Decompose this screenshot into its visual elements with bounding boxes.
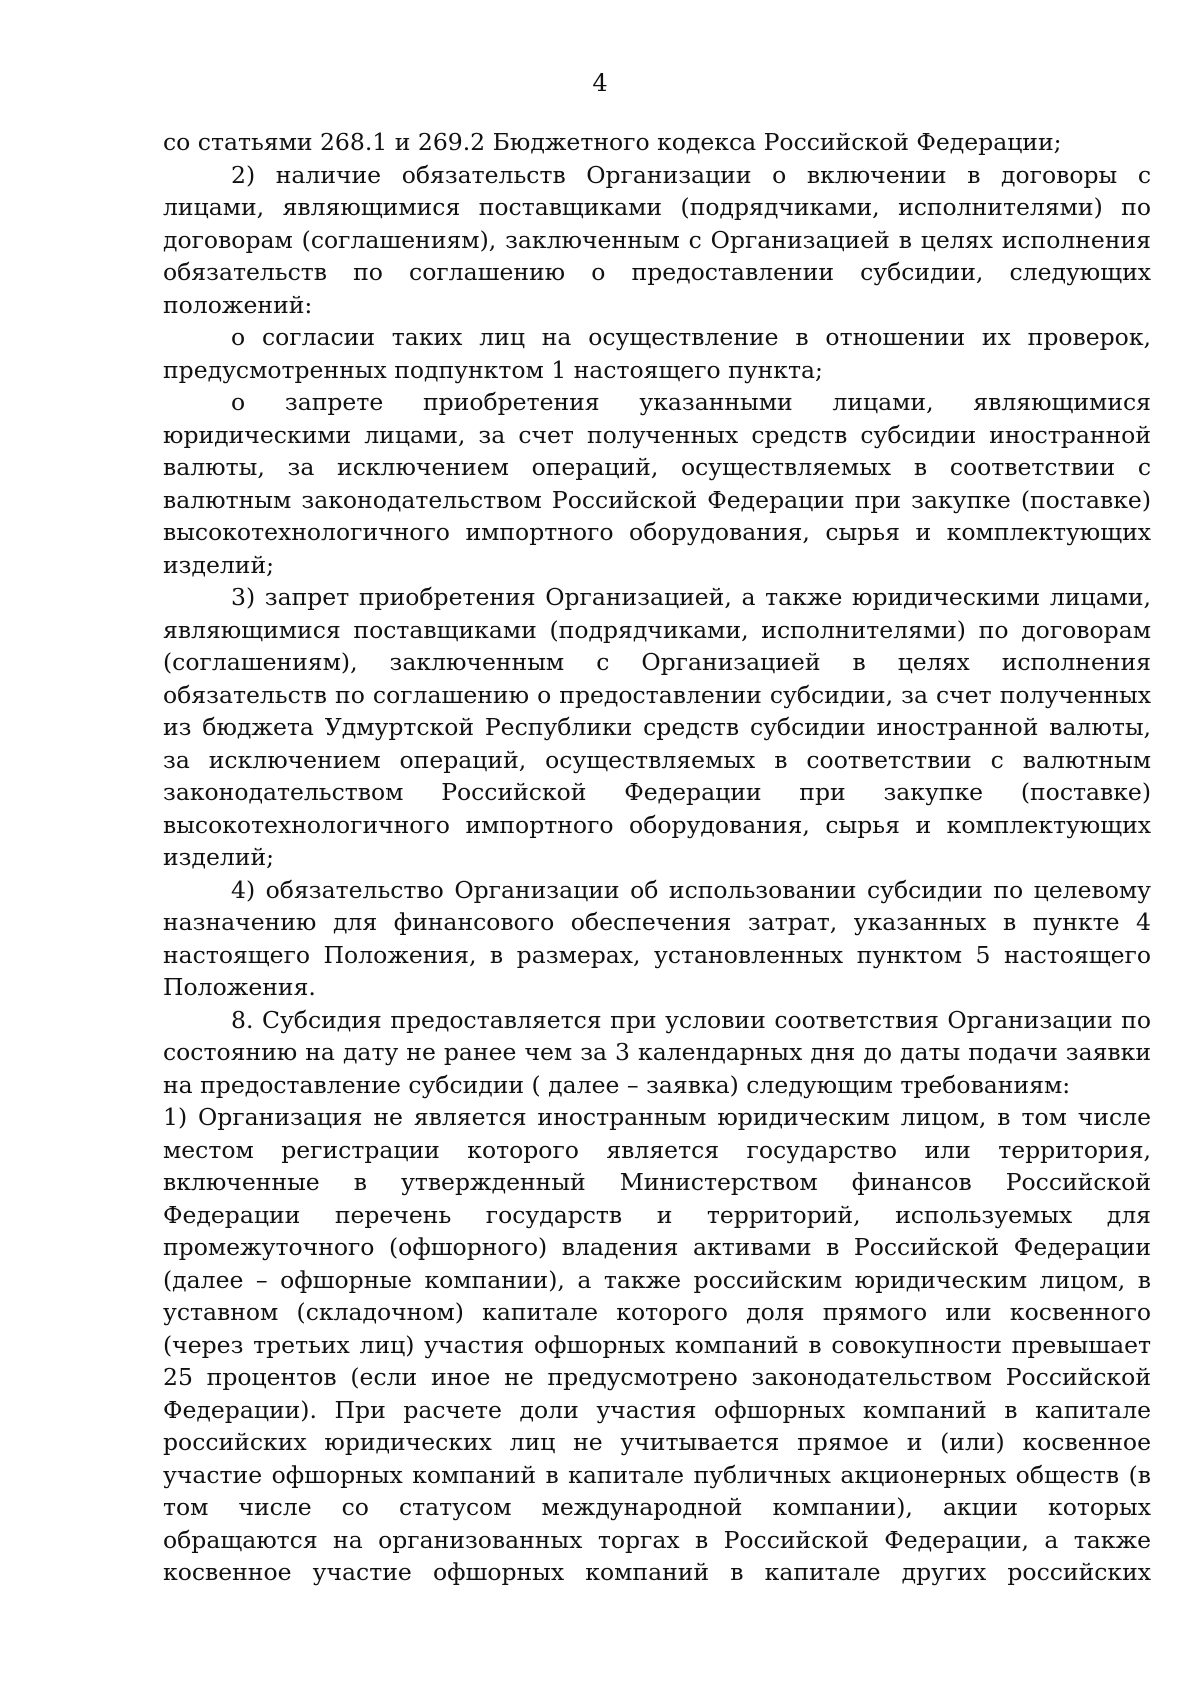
- document-body: [163, 126, 1151, 1589]
- paragraph-consent-clause: о согласии таких лиц на осуществление в отношении их проверок, предусмотренных подпунктом 1 настоящего пункта;: [163, 323, 1151, 384]
- paragraph-prohibition-clause: о запрете приобретения указанными лицами, являющимися юридическими лицами, за счет полученных средств субсидии иностранной валюты, за исключением операций, осуществляемых в соответствии с валютным законодательством Российской Федерации при закупке (поставке) высокотехнологичного импортного оборудования, сырья и комплектующих изделий;: [163, 388, 1151, 579]
- paragraph-section-8: 8. Субсидия предоставляется при условии соответствия Организации по состоянию на дату не ранее чем за 3 календарных дня до даты подачи заявки на предоставление субсидии ( далее – заявка) следующим требованиям:: [163, 1005, 1151, 1099]
- paragraph-item-4: 4) обязательство Организации об использовании субсидии по целевому назначению для финансового обеспечения затрат, указанных в пункте 4 настоящего Положения, в размерах, установленных пунктом 5 настоящего Положения.: [163, 875, 1151, 1001]
- paragraph-section-8-item-1: 1) Организация не является иностранным юридическим лицом, в том числе местом регистрации которого является государство или территория, включенные в утвержденный Министерством финансов Российской Федерации перечень государств и территорий, используемых для промежуточного (офшорного) владения активами в Российской Федерации (далее – офшорные компании), а также российским юридическим лицом, в уставном (складочном) капитале которого доля прямого или косвенного (через третьих лиц) участия офшорных компаний в совокупности превышает 25 процентов (если иное не предусмотрено законодательством Российской Федерации). При расчете доли участия офшорных компаний в капитале российских юридических лиц не учитывается прямое и (или) косвенное участие офшорных компаний в капитале публичных акционерных обществ (в том числе со статусом международной компании), акции которых обращаются на организованных торгах в Российской Федерации, а также косвенное участие офшорных компаний в капитале других российских: [163, 1103, 1151, 1586]
- paragraph-item-3: 3) запрет приобретения Организацией, а также юридическими лицами, являющимися поставщиками (подрядчиками, исполнителями) по договорам (соглашениям), заключенным с Организацией в целях исполнения обязательств по соглашению о предоставлении субсидии, за счет полученных из бюджета Удмуртской Республики средств субсидии иностранной валюты, за исключением операций, осуществляемых в соответствии с валютным законодательством Российской Федерации при закупке (поставке) высокотехнологичного импортного оборудования, сырья и комплектующих изделий;: [163, 583, 1151, 871]
- paragraph-continuation: со статьями 268.1 и 269.2 Бюджетного кодекса Российской Федерации;: [163, 128, 1062, 156]
- page-number: 4: [592, 69, 608, 97]
- paragraph-item-2: 2) наличие обязательств Организации о включении в договоры с лицами, являющимися поставщиками (подрядчиками, исполнителями) по договорам (соглашениям), заключенным с Организацией в целях исполнения обязательств по соглашению о предоставлении субсидии, следующих положений:: [163, 160, 1151, 319]
